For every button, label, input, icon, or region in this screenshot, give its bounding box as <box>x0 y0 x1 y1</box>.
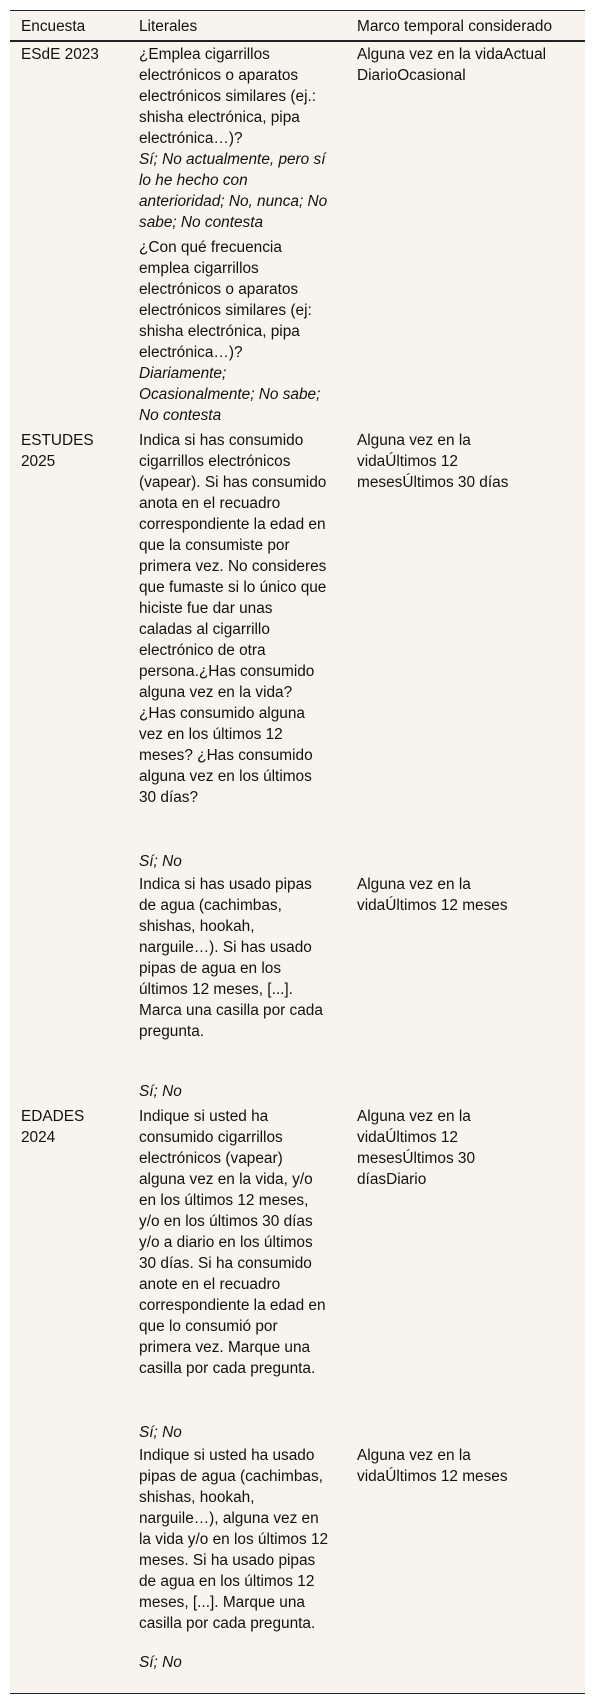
question-text: ¿Con qué frecuencia emplea cigarrillos electrónicos o aparatos electrónicos similares (ej: shisha electrónica, pipa electrónica…)? <box>139 239 312 361</box>
answer-options: Sí; No actualmente, pero sí lo he hecho con anterioridad; No, nunca; No sabe; No contesta <box>139 151 328 231</box>
question-text: Indique si usted ha consumido cigarrillos electrónicos (vapear) alguna vez en la vida, y/o en los últimos 12 meses, y/o en los últimos 30 días y/o a diario en los últimos 30 días. Si ha consumido anote en el recuadro correspondiente la edad en que lo consumió por primera vez. Marque una casilla por cada pregunta. <box>139 1108 326 1377</box>
question-text: Indica si has usado pipas de agua (cachimbas, shishas, hookah, narguile…). Si has usado pipas de agua en los últimos 12 meses, [...]. Marca una casilla por cada pregunta. <box>139 876 323 1040</box>
question-text: Indica si has consumido cigarrillos electrónicos (vapear). Si has consumido anota en el recuadro correspondiente la edad en que la consumiste por primera vez. No consideres que fumaste si lo único que hiciste fue dar unas caladas al cigarrillo electrónico de otra persona.¿Has consumido alguna vez en la vida? ¿Has consumido alguna vez en los últimos 12 meses? ¿Has consumido alguna vez en los últimos 30 días? <box>139 432 327 806</box>
timeframe-text: Alguna vez en la vidaActualDiarioOcasional <box>357 46 547 84</box>
table-header <box>10 10 585 42</box>
answer-options: Sí; No <box>139 1424 182 1441</box>
answer-options: Sí; No <box>139 1654 182 1671</box>
survey-name: EDADES 2024 <box>21 1108 85 1146</box>
answer-options: Sí; No <box>139 1083 182 1100</box>
timeframe-text: Alguna vez en la vidaÚltimos 12 meses <box>357 1447 508 1485</box>
answer-options: Sí; No <box>139 853 182 870</box>
timeframe-text: Alguna vez en la vidaÚltimos 12 mesesÚltimos 30 días <box>357 432 509 491</box>
survey-name: ESdE 2023 <box>21 46 99 63</box>
question-text: Indique si usted ha usado pipas de agua (cachimbas, shishas, hookah, narguile…), alguna vez en la vida y/o en los últimos 12 meses. Si ha usado pipas de agua en los últimos 12 meses, [...]. Marque una casilla por cada pregunta. <box>139 1447 329 1632</box>
header-marco-temporal: Marco temporal considerado <box>357 18 553 35</box>
answer-options: Diariamente; Ocasionalmente; No sabe; No contesta <box>139 365 321 424</box>
table-bottom-rule <box>10 1693 585 1694</box>
timeframe-text: Alguna vez en la vidaÚltimos 12 mesesÚltimos 30 díasDiario <box>357 1108 476 1188</box>
header-encuesta: Encuesta <box>21 18 86 35</box>
question-text: ¿Emplea cigarrillos electrónicos o aparatos electrónicos similares (ej.: shisha electrónica, pipa electrónica…)? <box>139 46 317 147</box>
survey-table <box>10 10 585 1694</box>
timeframe-text: Alguna vez en la vidaÚltimos 12 meses <box>357 876 508 914</box>
header-literales: Literales <box>139 18 198 35</box>
survey-name: ESTUDES 2025 <box>21 432 94 470</box>
